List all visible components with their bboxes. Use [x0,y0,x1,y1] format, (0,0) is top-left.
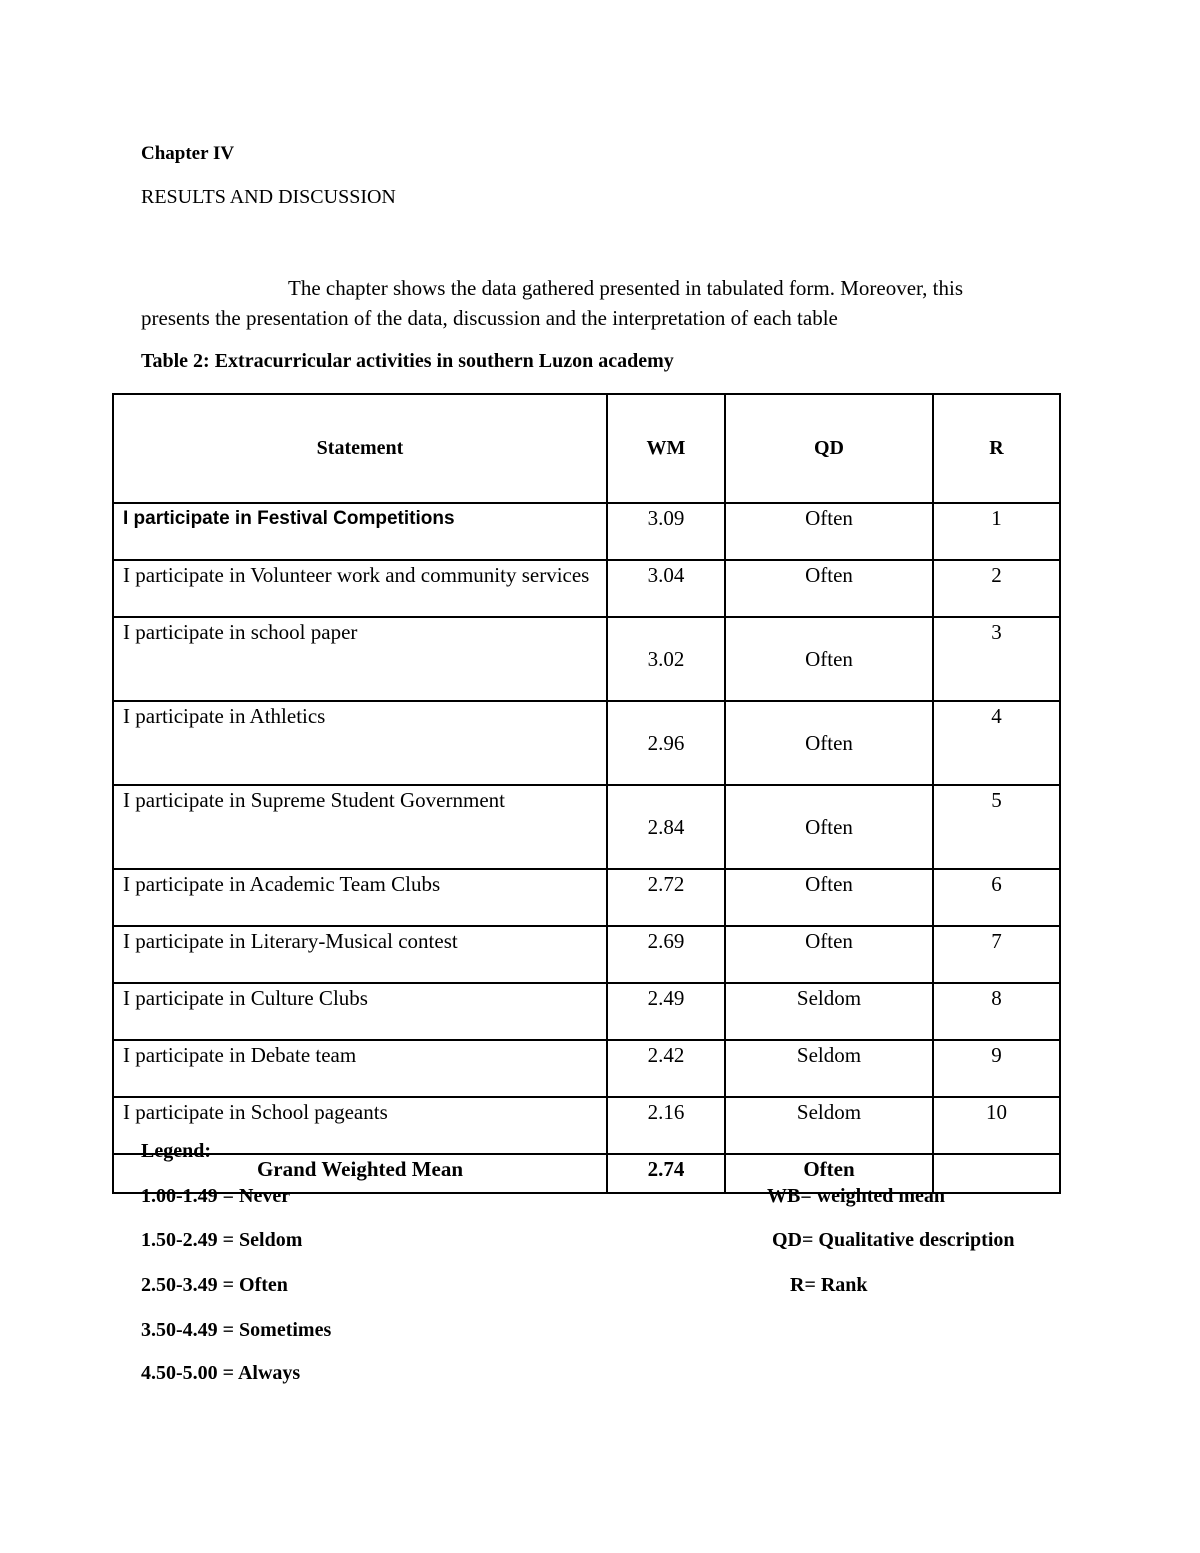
table-row [113,701,1060,785]
row-qd: Seldom [725,983,933,1040]
row-rank: 7 [933,926,1060,983]
row-statement: I participate in Culture Clubs [113,983,607,1040]
table-row [113,503,1060,560]
table-row [113,1040,1060,1097]
row-rank: 3 [933,617,1060,701]
row-wm: 2.49 [607,983,725,1040]
row-wm: 2.84 [607,785,725,869]
row-rank: 1 [933,503,1060,560]
row-rank: 5 [933,785,1060,869]
intro-paragraph-line-1: The chapter shows the data gathered presented in tabulated form. Moreover, this [288,276,964,300]
row-wm: 2.69 [607,926,725,983]
row-statement: I participate in School pageants [113,1097,607,1154]
total-rank [933,1154,1060,1193]
row-statement: I participate in Debate team [113,1040,607,1097]
row-qd: Often [725,785,933,869]
legend-range-seldom: 1.50-2.49 = Seldom [141,1229,303,1251]
header-rank: R [933,394,1060,503]
total-label: Grand Weighted Mean [113,1154,607,1193]
section-title: RESULTS AND DISCUSSION [141,186,396,208]
row-rank: 6 [933,869,1060,926]
legend-range-always: 4.50-5.00 = Always [141,1362,301,1384]
legend-abbr-wm: WB= weighted mean [767,1185,946,1207]
legend-abbr-qd: QD= Qualitative description [772,1229,1015,1251]
table-row [113,926,1060,983]
legend-range-often: 2.50-3.49 = Often [141,1274,288,1296]
row-qd: Often [725,617,933,701]
row-statement: I participate in Supreme Student Government [113,785,607,869]
row-qd: Often [725,701,933,785]
row-qd: Often [725,869,933,926]
row-wm: 2.72 [607,869,725,926]
table-row [113,560,1060,617]
row-statement: I participate in Festival Competitions [113,503,607,560]
row-rank: 4 [933,701,1060,785]
table-caption: Table 2: Extracurricular activities in southern Luzon academy [141,350,674,372]
header-wm: WM [607,394,725,503]
row-rank: 2 [933,560,1060,617]
row-rank: 8 [933,983,1060,1040]
header-qd: QD [725,394,933,503]
row-statement: I participate in school paper [113,617,607,701]
chapter-heading: Chapter IV [141,143,235,164]
legend-abbr-rank: R= Rank [790,1274,868,1296]
row-wm: 3.04 [607,560,725,617]
row-qd: Often [725,560,933,617]
row-rank: 10 [933,1097,1060,1154]
row-qd: Often [725,926,933,983]
row-qd: Often [725,503,933,560]
row-wm: 3.09 [607,503,725,560]
table-row [113,785,1060,869]
table-row [113,617,1060,701]
row-statement: I participate in Volunteer work and community services [113,560,607,617]
legend-range-sometimes: 3.50-4.49 = Sometimes [141,1319,332,1341]
row-wm: 2.42 [607,1040,725,1097]
row-statement: I participate in Literary-Musical contest [113,926,607,983]
table-row [113,1097,1060,1154]
table-header-row [113,394,1060,503]
intro-paragraph-line-2: presents the presentation of the data, discussion and the interpretation of each table [141,306,838,330]
row-wm: 3.02 [607,617,725,701]
row-statement: I participate in Academic Team Clubs [113,869,607,926]
legend-title: Legend: [141,1140,211,1162]
results-table [112,393,1061,1194]
row-rank: 9 [933,1040,1060,1097]
header-statement: Statement [113,394,607,503]
row-wm: 2.96 [607,701,725,785]
row-wm: 2.16 [607,1097,725,1154]
row-qd: Seldom [725,1040,933,1097]
row-qd: Seldom [725,1097,933,1154]
table-row [113,869,1060,926]
legend-range-never: 1.00-1.49 = Never [141,1185,291,1207]
total-qd: Often [725,1154,933,1193]
total-wm: 2.74 [607,1154,725,1193]
table-row [113,983,1060,1040]
row-statement: I participate in Athletics [113,701,607,785]
